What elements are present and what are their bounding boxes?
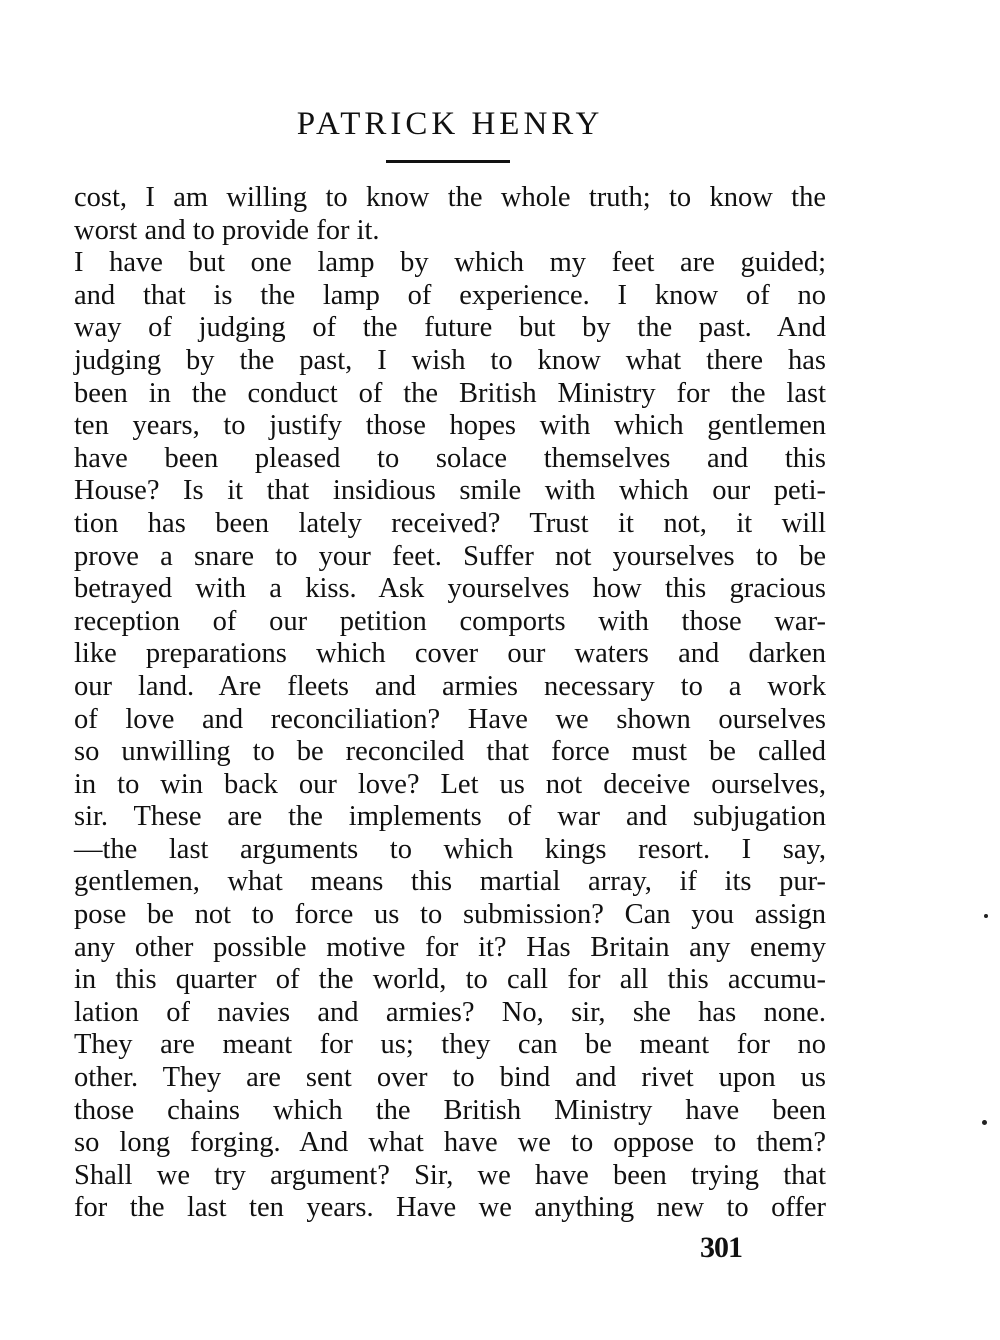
text-line: been in the conduct of the British Ministry for the last	[74, 377, 826, 409]
text-line: like preparations which cover our waters and darken	[74, 638, 826, 670]
text-line: tion has been lately received? Trust it not, it will	[74, 507, 826, 539]
text-line: judging by the past, I wish to know what there has	[74, 344, 826, 376]
text-line: I have but one lamp by which my feet are guided;	[74, 247, 826, 279]
text-line: cost, I am willing to know the whole truth; to know the	[74, 182, 826, 213]
text-line: lation of navies and armies? No, sir, she has none.	[74, 996, 826, 1028]
text-line: and that is the lamp of experience. I know of no	[74, 279, 826, 311]
text-line: sir. These are the implements of war and subjugation	[74, 801, 826, 833]
scan-speck	[984, 914, 988, 918]
text-line: reception of our petition comports with those war-	[74, 605, 826, 637]
text-line: for the last ten years. Have we anything new to offer	[74, 1192, 826, 1224]
text-line: way of judging of the future but by the past. And	[74, 312, 826, 344]
text-line: in to win back our love? Let us not deceive ourselves,	[74, 768, 826, 800]
page-number: 301	[700, 1231, 742, 1264]
text-line: those chains which the British Ministry have been	[74, 1094, 826, 1126]
text-line: of love and reconciliation? Have we shown ourselves	[74, 703, 826, 735]
text-line: betrayed with a kiss. Ask yourselves how this gracious	[74, 573, 826, 605]
text-line: pose be not to force us to submission? Can you assign	[74, 899, 826, 931]
text-line: other. They are sent over to bind and rivet upon us	[74, 1062, 826, 1094]
text-line: They are meant for us; they can be meant for no	[74, 1029, 826, 1061]
text-line: worst and to provide for it.	[74, 214, 380, 246]
text-line: House? Is it that insidious smile with which our peti-	[74, 475, 826, 507]
header-rule	[386, 160, 510, 163]
text-line: ten years, to justify those hopes with which gentlemen	[74, 410, 826, 442]
text-line: so long forging. And what have we to oppose to them?	[74, 1127, 826, 1159]
body-text	[74, 182, 826, 1225]
text-line: have been pleased to solace themselves and this	[74, 442, 826, 474]
scan-speck	[982, 1120, 987, 1125]
running-head-title: PATRICK HENRY	[296, 106, 604, 142]
text-line: our land. Are fleets and armies necessary to a work	[74, 670, 826, 702]
text-line: prove a snare to your feet. Suffer not yourselves to be	[74, 540, 826, 572]
text-line: in this quarter of the world, to call for all this accumu-	[74, 964, 826, 996]
text-line: —the last arguments to which kings resort. I say,	[74, 833, 826, 865]
text-line: any other possible motive for it? Has Britain any enemy	[74, 931, 826, 963]
text-line: Shall we try argument? Sir, we have been trying that	[74, 1159, 826, 1191]
text-line: so unwilling to be reconciled that force must be called	[74, 736, 826, 768]
text-line: gentlemen, what means this martial array, if its pur-	[74, 866, 826, 898]
